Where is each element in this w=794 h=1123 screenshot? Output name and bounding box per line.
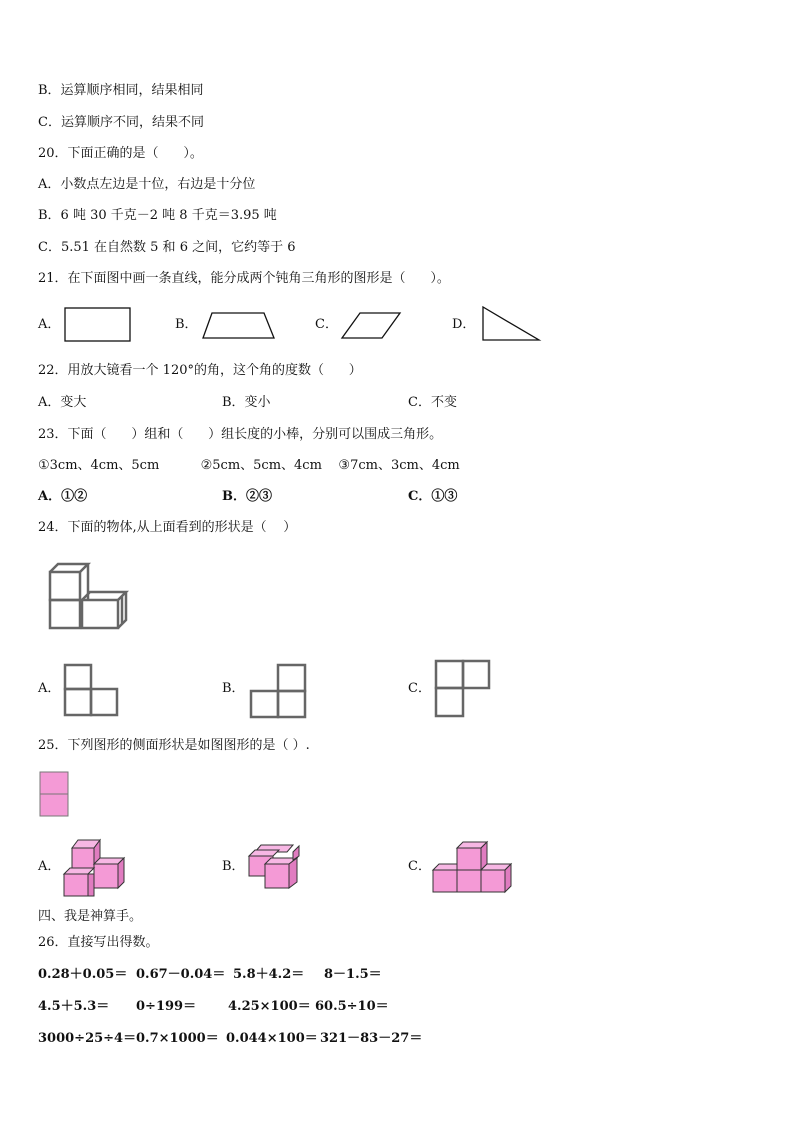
- q24-cube-stack-figure: [46, 560, 136, 635]
- q25-option-c-label: C．: [408, 859, 431, 874]
- q24-stem: 24．下面的物体,从上面看到的形状是（ ）: [38, 520, 297, 535]
- q20-stem: 20．下面正确的是（ ）。: [38, 146, 203, 161]
- calc-r2-c2: 0÷199＝: [136, 999, 197, 1014]
- calc-r2-c4: 60.5÷10＝: [315, 999, 389, 1014]
- q20-option-a: A．小数点左边是十位，右边是十分位: [38, 177, 256, 192]
- q21-right-triangle-figure: [480, 304, 544, 344]
- calc-r3-c4: 321－83－27＝: [320, 1031, 423, 1046]
- calc-r1-c1: 0.28＋0.05＝: [38, 967, 128, 982]
- q24-option-c-figure: [433, 658, 493, 720]
- q21-option-b-label: B．: [175, 317, 198, 332]
- section-4-heading: 四、我是神算手。: [38, 909, 143, 924]
- q25-option-a-label: A．: [38, 859, 61, 874]
- calc-r2-c1: 4.5＋5.3＝: [38, 999, 110, 1014]
- q23-option-c: C．①③: [408, 489, 458, 504]
- q19-option-c: C．运算顺序不同，结果不同: [38, 115, 204, 130]
- q23-option-a: A．①②: [38, 489, 88, 504]
- q22-stem: 22．用放大镜看一个 120°的角，这个角的度数（ ）: [38, 363, 362, 378]
- q23-option-b: B．②③: [222, 489, 272, 504]
- q24-option-a-label: A．: [38, 681, 61, 696]
- q21-stem: 21．在下面图中画一条直线，能分成两个钝角三角形的图形是（ ）。: [38, 271, 450, 286]
- q26-stem: 26．直接写出得数。: [38, 935, 159, 950]
- q22-option-a: A．变大: [38, 395, 87, 410]
- q21-option-d-label: D．: [452, 317, 476, 332]
- q25-option-b-label: B．: [222, 859, 245, 874]
- calc-r3-c1: 3000÷25÷4＝: [38, 1031, 137, 1046]
- q21-rectangle-figure: [63, 306, 133, 344]
- q21-parallelogram-figure: [340, 310, 404, 342]
- q24-option-b-figure: [248, 662, 310, 722]
- calc-r1-c4: 8－1.5＝: [324, 967, 382, 982]
- q22-option-c: C．不变: [408, 395, 457, 410]
- q23-stick-groups: ①3cm、4cm、5cm ②5cm、5cm、4cm ③7cm、3cm、4cm: [38, 458, 460, 473]
- calc-r1-c3: 5.8＋4.2＝: [233, 967, 305, 982]
- q19-option-b: B．运算顺序相同，结果相同: [38, 83, 204, 98]
- q23-stem: 23．下面（ ）组和（ ）组长度的小棒，分别可以围成三角形。: [38, 427, 443, 442]
- q21-trapezoid-figure: [200, 310, 280, 342]
- q20-option-c: C．5.51 在自然数 5 和 6 之间，它约等于 6: [38, 240, 296, 255]
- q24-option-c-label: C．: [408, 681, 431, 696]
- q24-option-b-label: B．: [222, 681, 245, 696]
- q25-option-a-figure: [62, 834, 128, 900]
- q24-option-a-figure: [62, 662, 122, 720]
- calc-r2-c3: 4.25×100＝: [228, 999, 311, 1014]
- q25-side-view-figure: [38, 770, 70, 820]
- calc-r1-c2: 0.67－0.04＝: [136, 967, 226, 982]
- q25-stem: 25．下列图形的侧面形状是如图图形的是（ ）.: [38, 738, 310, 753]
- q25-option-b-figure: [247, 842, 307, 894]
- q21-option-a-label: A．: [38, 317, 61, 332]
- calc-r3-c3: 0.044×100＝: [226, 1031, 318, 1046]
- q25-option-c-figure: [431, 838, 513, 896]
- calc-r3-c2: 0.7×1000＝: [136, 1031, 219, 1046]
- q20-option-b: B．6 吨 30 千克－2 吨 8 千克＝3.95 吨: [38, 208, 277, 223]
- q22-option-b: B．变小: [222, 395, 271, 410]
- q21-option-c-label: C．: [315, 317, 338, 332]
